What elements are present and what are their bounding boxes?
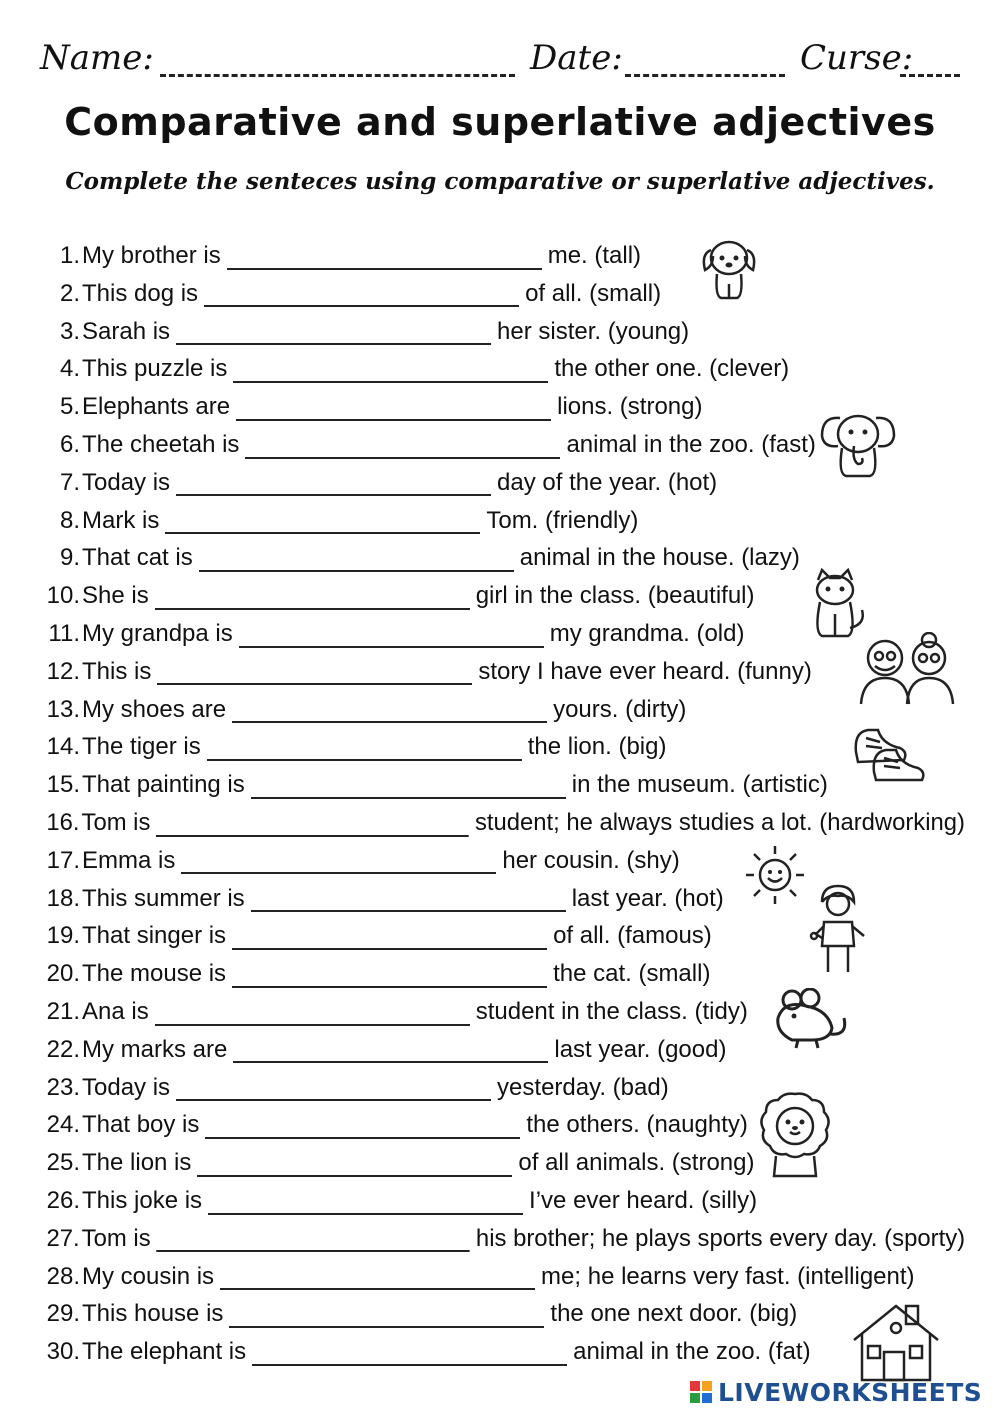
sentence-start: My cousin is	[82, 1262, 215, 1290]
sentence-start: This is	[82, 657, 152, 685]
item-number: 13.	[46, 695, 80, 723]
item-number: 26.	[46, 1187, 80, 1214]
exercise-row	[20, 389, 703, 425]
answer-blank[interactable]	[251, 886, 566, 912]
answer-blank[interactable]	[252, 1340, 567, 1366]
item-number: 1.	[59, 242, 80, 269]
exercise-row	[20, 238, 641, 274]
item-number: 10.	[46, 582, 80, 610]
exercise-row	[20, 1145, 754, 1181]
course-field[interactable]	[900, 74, 960, 77]
sentence-end: I’ve ever heard. (silly)	[529, 1187, 758, 1214]
answer-blank[interactable]	[236, 395, 551, 421]
sentence-end: student in the class. (tidy)	[475, 998, 748, 1025]
answer-blank[interactable]	[157, 659, 472, 685]
answer-blank[interactable]	[176, 319, 491, 345]
sentence-start: This joke is	[82, 1187, 203, 1214]
page-title: Comparative and superlative adjectives	[64, 100, 936, 144]
exercise-row	[20, 465, 717, 501]
date-label: Date:	[530, 38, 623, 78]
answer-blank[interactable]	[233, 1037, 548, 1063]
item-number: 29.	[46, 1300, 80, 1328]
sentence-start: Elephants are	[82, 393, 231, 421]
exercise-row	[20, 1070, 669, 1106]
item-number: 28.	[46, 1262, 80, 1290]
item-number: 6.	[59, 431, 80, 458]
answer-blank[interactable]	[232, 962, 547, 988]
exercise-row	[20, 540, 800, 576]
name-label: Name:	[40, 38, 154, 78]
answer-blank[interactable]	[233, 357, 548, 383]
sentence-end: in the museum. (artistic)	[571, 771, 828, 799]
sentence-start: This house is	[82, 1300, 224, 1328]
sentence-start: That cat is	[82, 544, 193, 572]
answer-blank[interactable]	[207, 735, 522, 761]
exercise-row	[20, 1296, 797, 1332]
sentence-end: of all animals. (strong)	[518, 1149, 755, 1177]
sentence-end: last year. (hot)	[571, 884, 724, 912]
sentence-end: the lion. (big)	[527, 733, 667, 761]
sentence-start: This summer is	[82, 884, 245, 912]
instructions: Complete the senteces using comparative or superlative adjectives.	[65, 168, 935, 195]
sentence-end: her cousin. (shy)	[502, 846, 680, 874]
item-number: 24.	[46, 1111, 80, 1139]
sentence-end: the one next door. (big)	[550, 1300, 798, 1328]
item-number: 4.	[59, 355, 80, 383]
elephant-icon	[818, 408, 898, 480]
sentence-start: Sarah is	[82, 317, 171, 345]
answer-blank[interactable]	[251, 773, 566, 799]
sentence-end: last year. (good)	[554, 1035, 727, 1063]
sentence-start: My marks are	[82, 1035, 228, 1063]
sentence-start: Tom is	[81, 1224, 151, 1252]
exercise-row	[20, 427, 816, 463]
sentence-end: the cat. (small)	[553, 960, 711, 988]
sentence-start: The cheetah is	[82, 431, 240, 458]
sentence-end: his brother; he plays sports every day. (sporty)	[475, 1224, 966, 1252]
item-number: 14.	[46, 733, 80, 761]
answer-blank[interactable]	[232, 924, 547, 950]
sentence-end: of all. (famous)	[553, 922, 712, 950]
sentence-start: The lion is	[82, 1149, 192, 1177]
sentence-end: yesterday. (bad)	[497, 1073, 669, 1101]
answer-blank[interactable]	[232, 697, 547, 723]
exercise-row	[20, 503, 638, 539]
mouse-icon	[772, 988, 854, 1050]
exercise-row	[20, 881, 724, 917]
exercise-row	[20, 729, 666, 765]
sentence-start: My brother is	[82, 242, 221, 269]
exercise-row	[20, 1259, 915, 1295]
item-number: 21.	[46, 998, 80, 1025]
exercise-row	[20, 1107, 748, 1143]
name-field[interactable]	[160, 74, 515, 77]
item-number: 7.	[59, 468, 80, 496]
shoes-icon	[848, 712, 928, 782]
sentence-start: My grandpa is	[82, 620, 233, 647]
sentence-start: Today is	[82, 1073, 171, 1101]
sentence-end: story I have ever heard. (funny)	[478, 657, 812, 685]
answer-blank[interactable]	[220, 1264, 535, 1290]
sentence-end: Tom. (friendly)	[486, 506, 639, 534]
singer-icon	[808, 884, 868, 976]
puppy-icon	[695, 232, 763, 302]
answer-blank[interactable]	[245, 433, 560, 459]
item-number: 16.	[46, 809, 80, 836]
answer-blank[interactable]	[229, 1302, 544, 1328]
exercise-row	[20, 276, 661, 312]
item-number: 9.	[59, 544, 80, 572]
item-number: 25.	[46, 1149, 80, 1177]
sentence-start: Emma is	[82, 846, 176, 874]
sentence-end: me. (tall)	[547, 242, 642, 269]
answer-blank[interactable]	[204, 281, 519, 307]
answer-blank[interactable]	[176, 1075, 491, 1101]
item-number: 15.	[46, 771, 80, 799]
sentence-end: animal in the zoo. (fast)	[566, 431, 816, 458]
sentence-start: This dog is	[82, 279, 199, 307]
sentence-end: of all. (small)	[525, 279, 662, 307]
grandparents-icon	[855, 632, 959, 706]
sentence-start: Today is	[82, 468, 171, 496]
cat-icon	[800, 568, 870, 640]
sentence-end: the other one. (clever)	[554, 355, 790, 383]
exercise-row	[20, 843, 680, 879]
item-number: 17.	[46, 846, 80, 874]
sentence-end: student; he always studies a lot. (hardworking)	[474, 809, 965, 836]
item-number: 20.	[46, 960, 80, 988]
date-field[interactable]	[625, 74, 785, 77]
exercise-row	[20, 1334, 811, 1370]
item-number: 12.	[46, 657, 80, 685]
exercise-row	[20, 1221, 965, 1257]
exercise-row	[20, 1032, 726, 1068]
item-number: 2.	[59, 279, 80, 307]
item-number: 3.	[59, 317, 80, 345]
item-number: 23.	[46, 1073, 80, 1101]
exercise-row	[20, 578, 755, 614]
exercise-row	[20, 314, 689, 350]
exercise-row	[20, 692, 686, 728]
exercise-row	[20, 994, 748, 1030]
sentence-start: The mouse is	[82, 960, 227, 988]
lion-icon	[756, 1090, 834, 1178]
sentence-end: the others. (naughty)	[526, 1111, 748, 1139]
answer-blank[interactable]	[227, 244, 542, 270]
answer-blank[interactable]	[165, 508, 480, 534]
answer-blank[interactable]	[205, 1113, 520, 1139]
item-number: 19.	[46, 922, 80, 950]
sentence-end: girl in the class. (beautiful)	[475, 582, 755, 610]
sentence-start: Ana is	[82, 998, 149, 1025]
answer-blank[interactable]	[156, 811, 469, 837]
sentence-start: The tiger is	[82, 733, 201, 761]
exercise-row	[20, 654, 812, 690]
answer-blank[interactable]	[176, 470, 491, 496]
answer-blank[interactable]	[155, 584, 470, 610]
watermark-text: LIVEWORKSHEETS	[718, 1378, 983, 1407]
sentence-end: yours. (dirty)	[553, 695, 687, 723]
sentence-end: me; he learns very fast. (intelligent)	[541, 1262, 915, 1290]
sentence-start: This puzzle is	[82, 355, 228, 383]
header-fields	[40, 38, 965, 86]
sentence-start: Mark is	[82, 506, 160, 534]
exercise-row	[20, 805, 965, 841]
sentence-start: Tom is	[81, 809, 151, 836]
house-icon	[848, 1300, 944, 1384]
answer-blank[interactable]	[181, 848, 496, 874]
exercise-row	[20, 767, 828, 803]
sentence-end: lions. (strong)	[557, 393, 703, 421]
liveworksheets-logo-icon	[690, 1381, 712, 1403]
answer-blank[interactable]	[208, 1189, 523, 1215]
sentence-end: day of the year. (hot)	[497, 468, 718, 496]
sentence-start: The elephant is	[82, 1338, 247, 1366]
exercise-row	[20, 616, 744, 652]
item-number: 18.	[46, 884, 80, 912]
liveworksheets-watermark	[690, 1378, 990, 1408]
item-number: 8.	[59, 506, 80, 534]
exercise-row	[20, 918, 712, 954]
sentence-start: She is	[82, 582, 149, 610]
answer-blank[interactable]	[155, 1000, 470, 1026]
answer-blank[interactable]	[199, 546, 514, 572]
item-number: 5.	[59, 393, 80, 421]
item-number: 30.	[46, 1338, 80, 1366]
answer-blank[interactable]	[157, 1226, 470, 1252]
item-number: 11.	[48, 620, 80, 647]
sun-icon	[742, 842, 808, 908]
exercise-row	[20, 1183, 757, 1219]
sentence-start: That boy is	[82, 1111, 200, 1139]
sentence-end: animal in the house. (lazy)	[519, 544, 800, 572]
sentence-end: animal in the zoo. (fat)	[573, 1338, 811, 1366]
item-number: 27.	[46, 1224, 80, 1252]
exercise-row	[20, 351, 789, 387]
course-label: Curse:	[800, 38, 914, 78]
sentence-end: my grandma. (old)	[549, 620, 745, 647]
sentence-start: That singer is	[82, 922, 227, 950]
sentence-end: her sister. (young)	[497, 317, 690, 345]
answer-blank[interactable]	[239, 622, 544, 648]
answer-blank[interactable]	[197, 1151, 512, 1177]
exercise-row	[20, 956, 710, 992]
sentence-start: My shoes are	[82, 695, 227, 723]
item-number: 22.	[46, 1035, 80, 1063]
sentence-start: That painting is	[82, 771, 245, 799]
